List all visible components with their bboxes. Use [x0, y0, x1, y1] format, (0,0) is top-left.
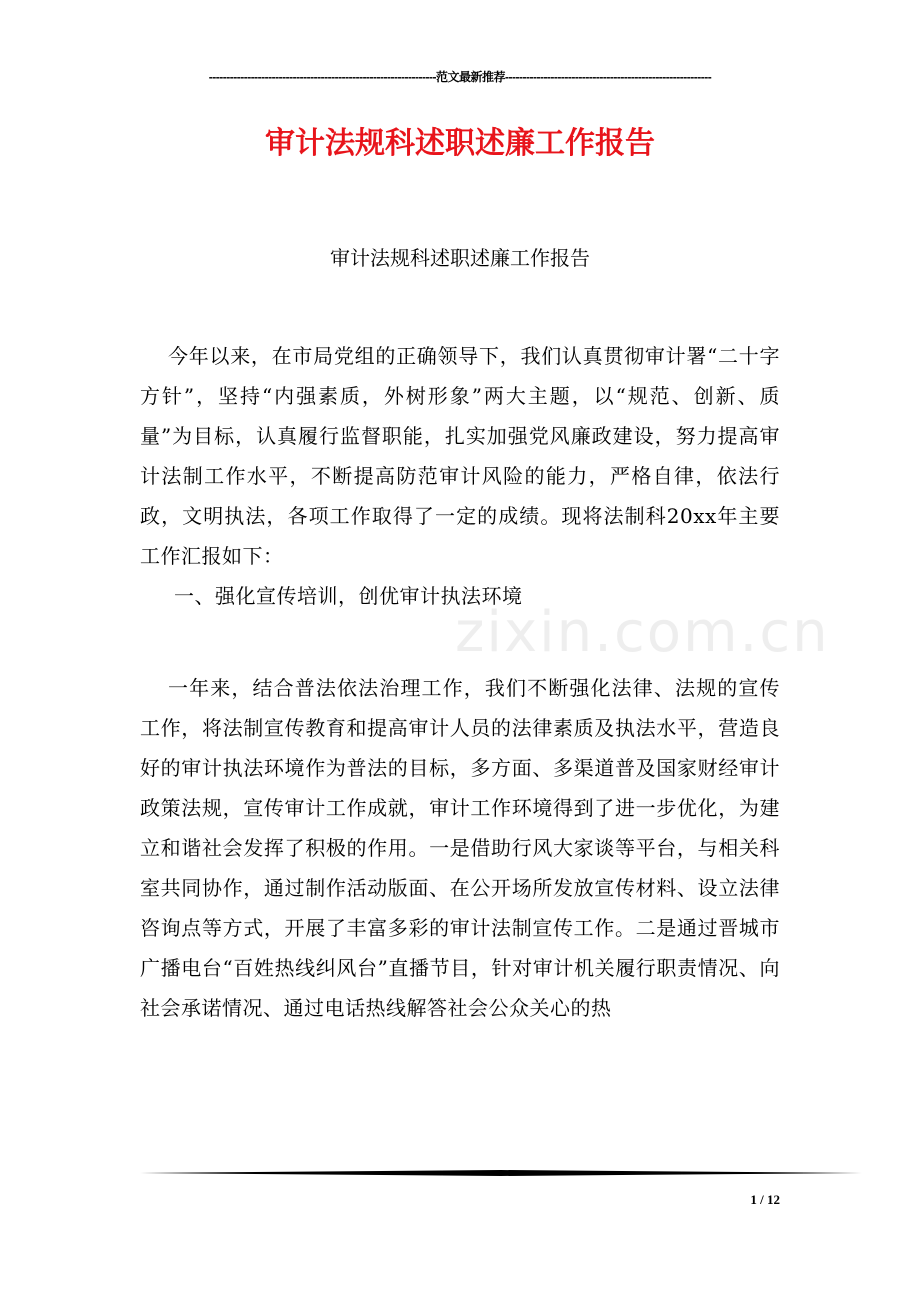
document-title: 审计法规科述职述廉工作报告 [265, 126, 655, 161]
page-number: 1 / 12 [750, 1192, 780, 1207]
document-subtitle: 审计法规科述职述廉工作报告 [330, 246, 590, 270]
document-body [140, 336, 780, 1028]
section-heading: 一、强化宣传培训，创优审计执法环境 [174, 584, 523, 608]
header-banner: -----------------------------------------------------------------范文最新推荐----------------------------------------------------------- [208, 70, 712, 84]
watermark: zixin.com.cn [455, 600, 830, 665]
paragraph-intro: 今年以来，在市局党组的正确领导下，我们认真贯彻审计署“二十字方针”，坚持“内强素质，外树形象”两大主题，以“规范、创新、质量”为目标，认真履行监督职能，扎实加强党风廉政建设，努力提高审计法制工作水平，不断提高防范审计风险的能力，严格自律，依法行政，文明执法，各项工作取得了一定的成绩。现将法制科20xx年主要工作汇报如下： [140, 344, 780, 568]
footer-rule [140, 1170, 862, 1176]
paragraph-section-1: 一年来，结合普法依法治理工作，我们不断强化法律、法规的宣传工作，将法制宣传教育和提高审计人员的法律素质及执法水平，营造良好的审计执法环境作为普法的目标，多方面、多渠道普及国家财经审计政策法规，宣传审计工作成就，审计工作环境得到了进一步优化，为建立和谐社会发挥了积极的作用。一是借助行风大家谈等平台，与相关科室共同协作，通过制作活动版面、在公开场所发放宣传材料、设立法律咨询点等方式，开展了丰富多彩的审计法制宣传工作。二是通过晋城市广播电台“百姓热线纠风台”直播节目，针对审计机关履行职责情况、向社会承诺情况、通过电话热线解答社会公众关心的热 [140, 676, 780, 1020]
